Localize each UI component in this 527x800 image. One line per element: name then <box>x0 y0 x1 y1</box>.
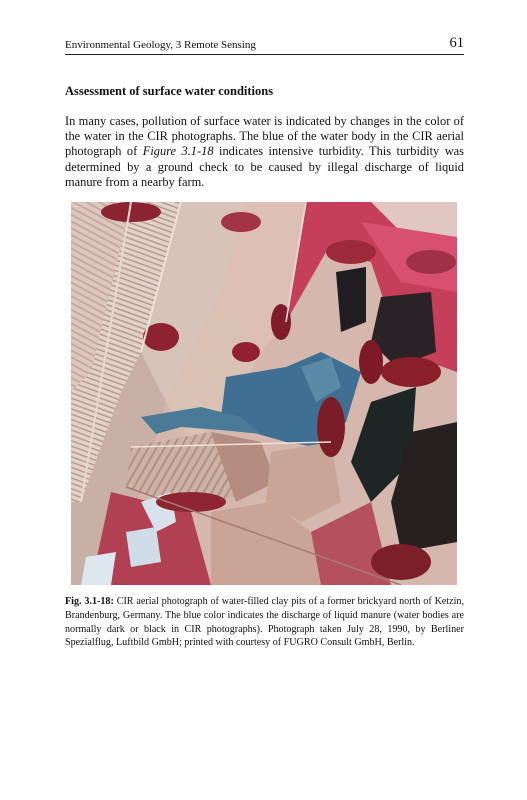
figure-caption-text: CIR aerial photograph of water-filled clay pits of a former brickyard north of Ketzin, Brandenburg, Germany. The blue color indicates the discharge of liquid manure (water bodies are normally dark or black in CIR photographs). Photograph taken July 28, 1990, by Berliner Spezialflug, Luftbild GmbH; printed with courtesy of FUGRO Consult GmbH, Berlin. <box>65 596 464 649</box>
body-text-start: In many cases, pollution of surface water is indicated by changes in the color of the water in the CIR photographs. The blue of the water body in the CIR aerial photograph of <box>65 114 464 159</box>
body-text-end: indicates intensive turbidity. This turbidity was determined by a ground check to be caused by illegal discharge of liquid manure from a nearby farm. <box>65 144 464 189</box>
figure-caption-label: Fig. 3.1-18: <box>65 596 114 607</box>
running-header <box>65 35 464 55</box>
page-number: 61 <box>449 35 464 51</box>
aerial-photo-image <box>71 202 457 585</box>
body-paragraph <box>65 114 464 190</box>
running-title: Environmental Geology, 3 Remote Sensing <box>65 39 256 51</box>
section-heading: Assessment of surface water conditions <box>65 84 274 98</box>
figure-caption <box>65 595 464 650</box>
figure-reference: Figure 3.1-18 <box>142 144 214 159</box>
cir-aerial-photograph <box>71 202 457 585</box>
